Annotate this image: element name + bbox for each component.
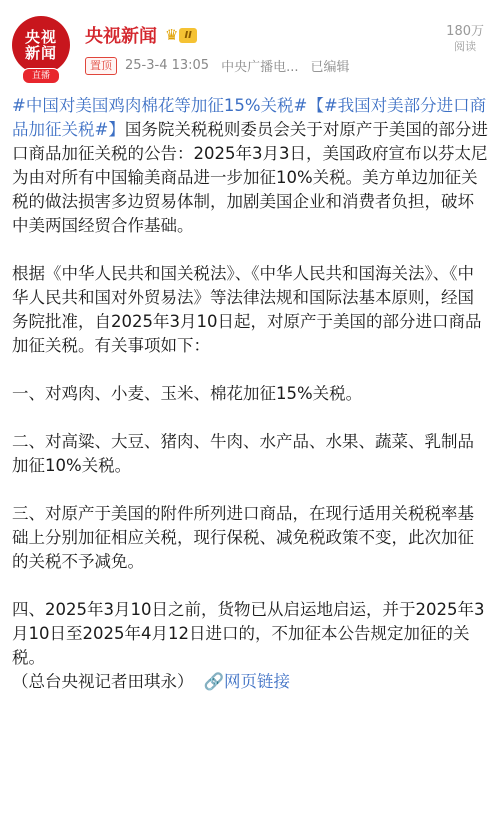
view-count-label: 阅读 [454,40,477,53]
avatar[interactable] [12,16,70,74]
level-icon [165,26,197,44]
pinned-badge: 置顶 [85,57,117,75]
post-meta [85,56,349,75]
avatar-text-1: 央视 [24,28,57,46]
paragraph: 一、对鸡肉、小麦、玉米、棉花加征15%关税。 [12,384,363,403]
paragraph: 三、对原产于美国的附件所列进口商品，在现行适用关税税率基础上分别加征相应关税，现行保税、减免税政策不变，此次加征的关税不予减免。 [12,504,474,571]
reporter-line [12,670,490,694]
hashtag-link[interactable]: #中国对美国鸡肉棉花等加征15%关税# [12,96,308,115]
level-label: II [179,28,196,43]
view-count [446,24,484,54]
account-name[interactable]: 央视新闻 [85,26,157,47]
paragraph: 四、2025年3月10日之前，货物已从启运地启运，并于2025年3月10日至2025年4月12日进口的，不加征本公告规定加征的关税。 [12,600,485,667]
live-badge[interactable]: 直播 [22,68,60,84]
web-link[interactable]: 网页链接 [224,672,291,691]
post-content [12,94,490,694]
post-date: 25-3-4 13:05 [125,58,210,73]
view-count-number: 180万 [446,24,484,39]
crown-icon: ♛ [165,26,179,44]
edited-label[interactable]: 已编辑 [310,60,350,75]
avatar-text-2: 新闻 [24,44,57,62]
link-icon[interactable]: 🔗 [203,672,225,691]
paragraph: 根据《中华人民共和国关税法》、《中华人民共和国海关法》、《中华人民共和国对外贸易法》等法律法规和国际法基本原则，经国务院批准，自2025年3月10日起，对原产于美国的部分进口商品加征关税。有关事项如下： [12,264,482,355]
paragraph-text: 国务院关税税则委员会关于对原产于美国的部分进口商品加征关税的公告：2025年3月3日，美国政府宣布以芬太尼为由对所有中国输美商品进一步加征10%关税。美方单边加征关税的做法损害多边贸易体制，加剧美国企业和消费者负担，破坏中美两国经贸合作基础。 [12,120,488,235]
hashtag-link[interactable]: 【#我国对美部分进口商品加征关税#】 [12,96,487,139]
reporter: （总台央视记者田琪永） [12,672,194,691]
post-header [0,0,500,92]
post-source: 中央广播电... [221,60,299,75]
paragraph: 二、对高粱、大豆、猪肉、牛肉、水产品、水果、蔬菜、乳制品加征10%关税。 [12,432,474,475]
account-name-row [85,22,197,48]
paragraph-intro [12,94,490,238]
